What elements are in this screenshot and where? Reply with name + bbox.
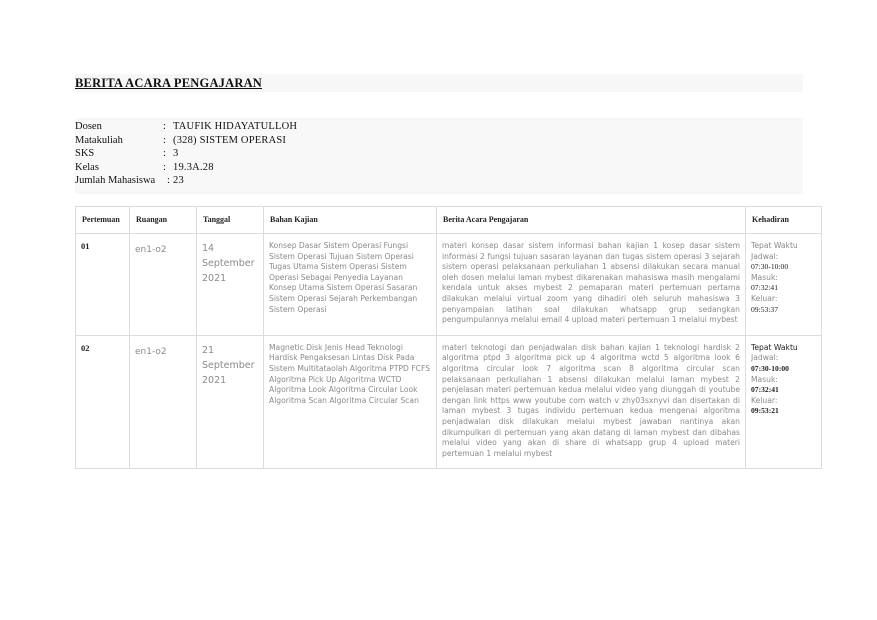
check-out-label: Keluar: (751, 293, 778, 303)
info-value: 3 (173, 148, 179, 159)
info-row-dosen (75, 120, 297, 134)
cell-bahan-kajian: Magnetic Disk Jenis Head Teknologi Hardisk Pengaksesan Lintas Disk Pada Sistem Multitataolah Algoritma PTPD FCFS Algoritma Pick Up Algoritma WCTD Algoritma Look Algoritma Circular Look Algoritma Scan Algoritma Circular Scan (264, 335, 437, 469)
info-value: 23 (173, 175, 184, 186)
info-row-matakuliah (75, 134, 297, 148)
cell-kehadiran (746, 335, 822, 469)
check-in-value: 07:32:41 (751, 283, 779, 293)
cell-bahan-kajian: Konsep Dasar Sistem Operasi Fungsi Sistem Operasi Tujuan Sistem Operasi Tugas Utama Sistem Operasi Sistem Operasi Sebagai Penyedia Layanan Konsep Utama Sistem Operasi Sasaran Sistem Operasi Sejarah Perkembangan Sistem Operasi (264, 234, 437, 336)
cell-berita-acara: materi teknologi dan penjadwalan disk bahan kajian 1 teknologi hardisk 2 algoritma ptpd 3 algoritma pick up 4 algoritma wctd 5 algoritma look 6 algoritma circular look 7 algoritma scan 8 algoritma circular scan pelaksanaan perkuliahan 1 absensi dilakukan melalui laman mybest 2 penjelasan materi pertemuan kedua melalui video yang diunggah di youtube dengan link https www youtube com watch v zhy03sxnyvi dan disertakan di laman mybest 3 tugas individu pertemuan kedua mengenai algoritma penjadwalan disk dilakukan melalui mybest jawaban nantinya akan dikumpulkan di pertemuan yang akan datang di laman mybest dan dibahas melalui video yang akan di share di whatsapp grup 4 upload materi pertemuan 1 melalui mybest (437, 335, 746, 469)
info-label: SKS (75, 148, 95, 159)
page-title: BERITA ACARA PENGAJARAN (75, 76, 263, 90)
info-colon: : (163, 161, 166, 173)
attendance-status: Tepat Waktu (751, 342, 798, 352)
info-label: Kelas (75, 161, 99, 173)
cell-berita-acara: materi konsep dasar sistem informasi bahan kajian 1 kosep dasar sistem informasi 2 fungsi tujuan sasaran layanan dan tugas sistem operasi 3 sejarah sistem operasi pelaksanaan perkuliahan 1 absensi dilakukan secara manual oleh dosen melalui laman mybest dikarenakan mahasiswa masih mengalami kendala untuk akses mybest 2 pemaparan materi pertemuan pertama dilakukan melalui virtual zoom yang dihadiri oleh seluruh mahasiswa 3 penyampaian latihan soal dilakukan whatsapp grup sedangkan pengumpulannya melalui email 4 upload materi pertemuan 1 melalui mybest (437, 234, 746, 336)
info-row-jumlah-mahasiswa (75, 174, 297, 188)
info-row-sks (75, 147, 297, 161)
attendance-table (75, 206, 822, 469)
info-colon: : (163, 134, 166, 146)
check-out-label: Keluar: (751, 395, 778, 405)
check-in-label: Masuk: (751, 374, 778, 384)
cell-pertemuan: 01 (76, 234, 130, 336)
info-colon: : (163, 148, 166, 159)
check-in-value: 07:32:41 (751, 385, 779, 395)
header-ruangan: Ruangan (130, 207, 197, 234)
schedule-label: Jadwal: (751, 353, 779, 363)
info-label: Dosen (75, 121, 102, 132)
check-out-value: 09:53:37 (751, 304, 779, 314)
info-value: (328) SISTEM OPERASI (173, 134, 287, 146)
info-label: Jumlah Mahasiswa (75, 175, 156, 186)
table-row (76, 335, 822, 469)
info-label: Matakuliah (75, 134, 123, 146)
header-tanggal: Tanggal (197, 207, 264, 234)
schedule-value: 07:30-10:00 (751, 363, 789, 373)
info-value: TAUFIK HIDAYATULLOH (173, 121, 298, 132)
header-kehadiran: Kehadiran (746, 207, 822, 234)
info-row-kelas (75, 161, 297, 175)
schedule-value: 07:30-10:00 (751, 262, 789, 272)
cell-kehadiran (746, 234, 822, 336)
info-colon: : (167, 175, 170, 186)
check-in-label: Masuk: (751, 272, 778, 282)
table-header-row (76, 207, 822, 234)
info-colon: : (163, 121, 166, 132)
course-info (75, 120, 297, 188)
cell-pertemuan: 02 (76, 335, 130, 469)
cell-ruangan: en1-o2 (130, 335, 197, 469)
check-out-value: 09:53:21 (751, 406, 779, 416)
attendance-status: Tepat Waktu (751, 241, 798, 250)
header-berita-acara: Berita Acara Pengajaran (437, 207, 746, 234)
header-pertemuan: Pertemuan (76, 207, 130, 234)
info-value: 19.3A.28 (173, 161, 214, 173)
cell-tanggal: 14 September 2021 (197, 234, 264, 336)
schedule-label: Jadwal: (751, 251, 779, 261)
table-row (76, 234, 822, 336)
header-bahan-kajian: Bahan Kajian (264, 207, 437, 234)
cell-ruangan: en1-o2 (130, 234, 197, 336)
cell-tanggal: 21 September 2021 (197, 335, 264, 469)
